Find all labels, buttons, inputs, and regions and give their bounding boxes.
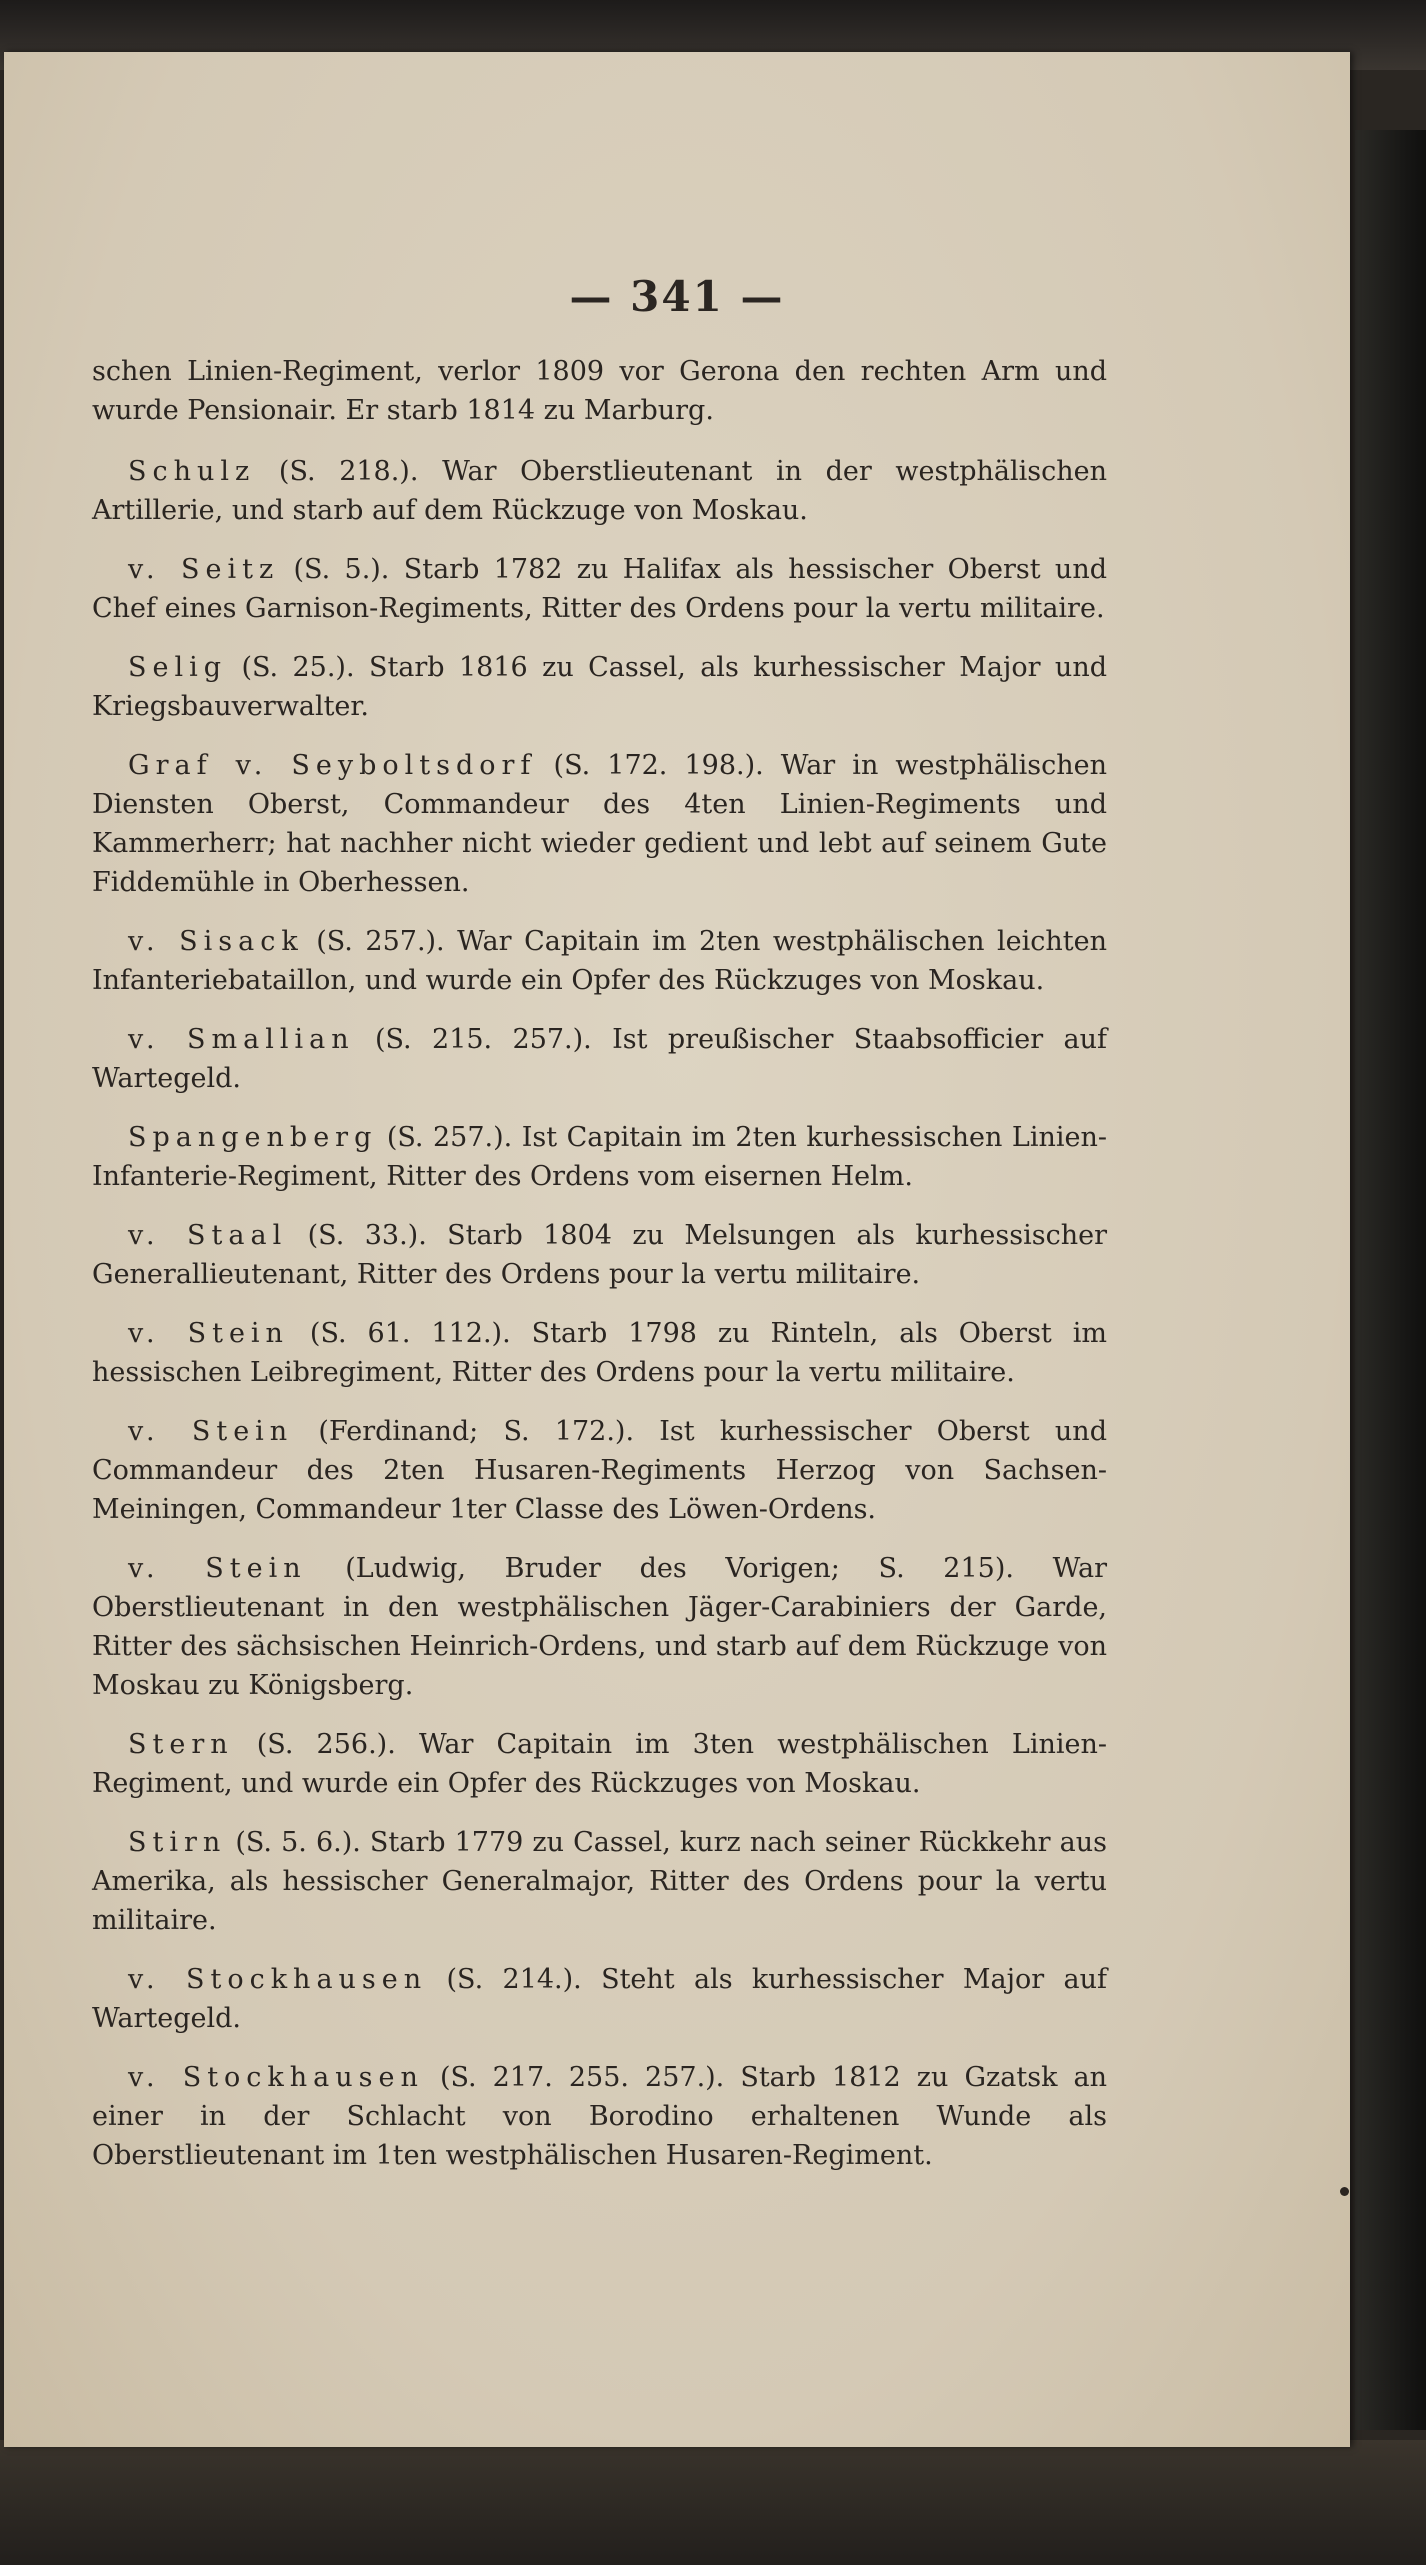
entry-text: (S. 218.). War Oberstlieutenant in der westphälischen Artillerie, und starb auf dem Rückzuge von Moskau. [92,456,1107,526]
page-number: — 341 — [569,272,785,321]
book-edge [1355,130,1426,2430]
entry-text: (S. 257.). Ist Capitain im 2ten kurhessischen Linien-Infanterie-Regiment, Ritter des Ordens vom eisernen Helm. [92,1122,1107,1192]
entry-continuation [92,352,1107,430]
entry-name: Selig [128,652,228,683]
entry-text: (S. 33.). Starb 1804 zu Melsungen als kurhessischer Generallieutenant, Ritter des Ordens pour la vertu militaire. [92,1220,1107,1290]
entry-text: (S. 215. 257.). Ist preußischer Staabsofficier auf Wartegeld. [92,1024,1107,1094]
entry [92,1960,1107,2038]
entry [92,1020,1107,1098]
entry-name: v. Stein [128,1416,294,1447]
entry-text: (S. 172. 198.). War in westphälischen Diensten Oberst, Commandeur des 4ten Linien-Regiments und Kammerherr; hat nachher nicht wieder gedient und lebt auf seinem Gute Fiddemühle in Oberhessen. [92,750,1107,898]
entry-text: (S. 5.). Starb 1782 zu Halifax als hessischer Oberst und Chef eines Garnison-Regiments, Ritter des Ordens pour la vertu militaire. [92,554,1107,624]
entry [92,1412,1107,1529]
entry [92,746,1107,902]
entry-text: (S. 5. 6.). Starb 1779 zu Cassel, kurz nach seiner Rückkehr aus Amerika, als hessischer Generalmajor, Ritter des Ordens pour la vertu militaire. [92,1827,1107,1936]
entry-text: (S. 214.). Steht als kurhessischer Major auf Wartegeld. [92,1964,1107,2034]
entry-name: v. Stockhausen [128,2062,424,2093]
entry-name: v. Stein [128,1553,307,1584]
entry-text: (S. 61. 112.). Starb 1798 zu Rinteln, als Oberst im hessischen Leibregiment, Ritter des Ordens pour la vertu militaire. [92,1318,1107,1388]
entry-text: (Ludwig, Bruder des Vorigen; S. 215). War Oberstlieutenant in den westphälischen Jäger-Carabiniers der Garde, Ritter des sächsischen Heinrich-Ordens, und starb auf dem Rückzuge von Moskau zu Königsberg. [92,1553,1107,1701]
entry-text: (Ferdinand; S. 172.). Ist kurhessischer Oberst und Commandeur des 2ten Husaren-Regiments Herzog von Sachsen-Meiningen, Commandeur 1ter Classe des Löwen-Ordens. [92,1416,1107,1525]
entry-name: v. Stein [128,1318,289,1349]
entry-name: Stirn [128,1827,227,1858]
entry-name: v. Stockhausen [128,1964,428,1995]
entry [92,1314,1107,1392]
entry [92,922,1107,1000]
entry-name: v. Seitz [128,554,280,585]
entry-name: v. Smallian [128,1024,355,1055]
entry [92,1725,1107,1803]
entry [92,1549,1107,1705]
scan-background-bottom [0,2440,1426,2565]
entry [92,2058,1107,2175]
entry-text: (S. 25.). Starb 1816 zu Cassel, als kurhessischer Major und Kriegsbauverwalter. [92,652,1107,722]
entry [92,648,1107,726]
entry-text: (S. 256.). War Capitain im 3ten westphälischen Linien-Regiment, und wurde ein Opfer des Rückzuges von Moskau. [92,1729,1107,1799]
page-text [92,352,1107,2195]
entry [92,550,1107,628]
entry-text: (S. 257.). War Capitain im 2ten westphälischen leichten Infanteriebataillon, und wurde ein Opfer des Rückzuges von Moskau. [92,926,1107,996]
entry-text: (S. 217. 255. 257.). Starb 1812 zu Gzatsk an einer in der Schlacht von Borodino erhaltenen Wunde als Oberstlieutenant im 1ten westphälischen Husaren-Regiment. [92,2062,1107,2171]
entry-text: schen Linien-Regiment, verlor 1809 vor Gerona den rechten Arm und wurde Pensionair. Er starb 1814 zu Marburg. [92,356,1107,426]
entry [92,1823,1107,1940]
entry [92,452,1107,530]
entry-name: v. Staal [128,1220,288,1251]
ink-spot [1340,2187,1349,2196]
entry [92,1118,1107,1196]
entry-name: Spangenberg [128,1122,378,1153]
entry [92,1216,1107,1294]
entry-name: Graf v. Seyboltsdorf [128,750,537,781]
entry-name: Stern [128,1729,234,1760]
book-page [4,52,1350,2447]
entry-name: Schulz [128,456,256,487]
entry-name: v. Sisack [128,926,304,957]
